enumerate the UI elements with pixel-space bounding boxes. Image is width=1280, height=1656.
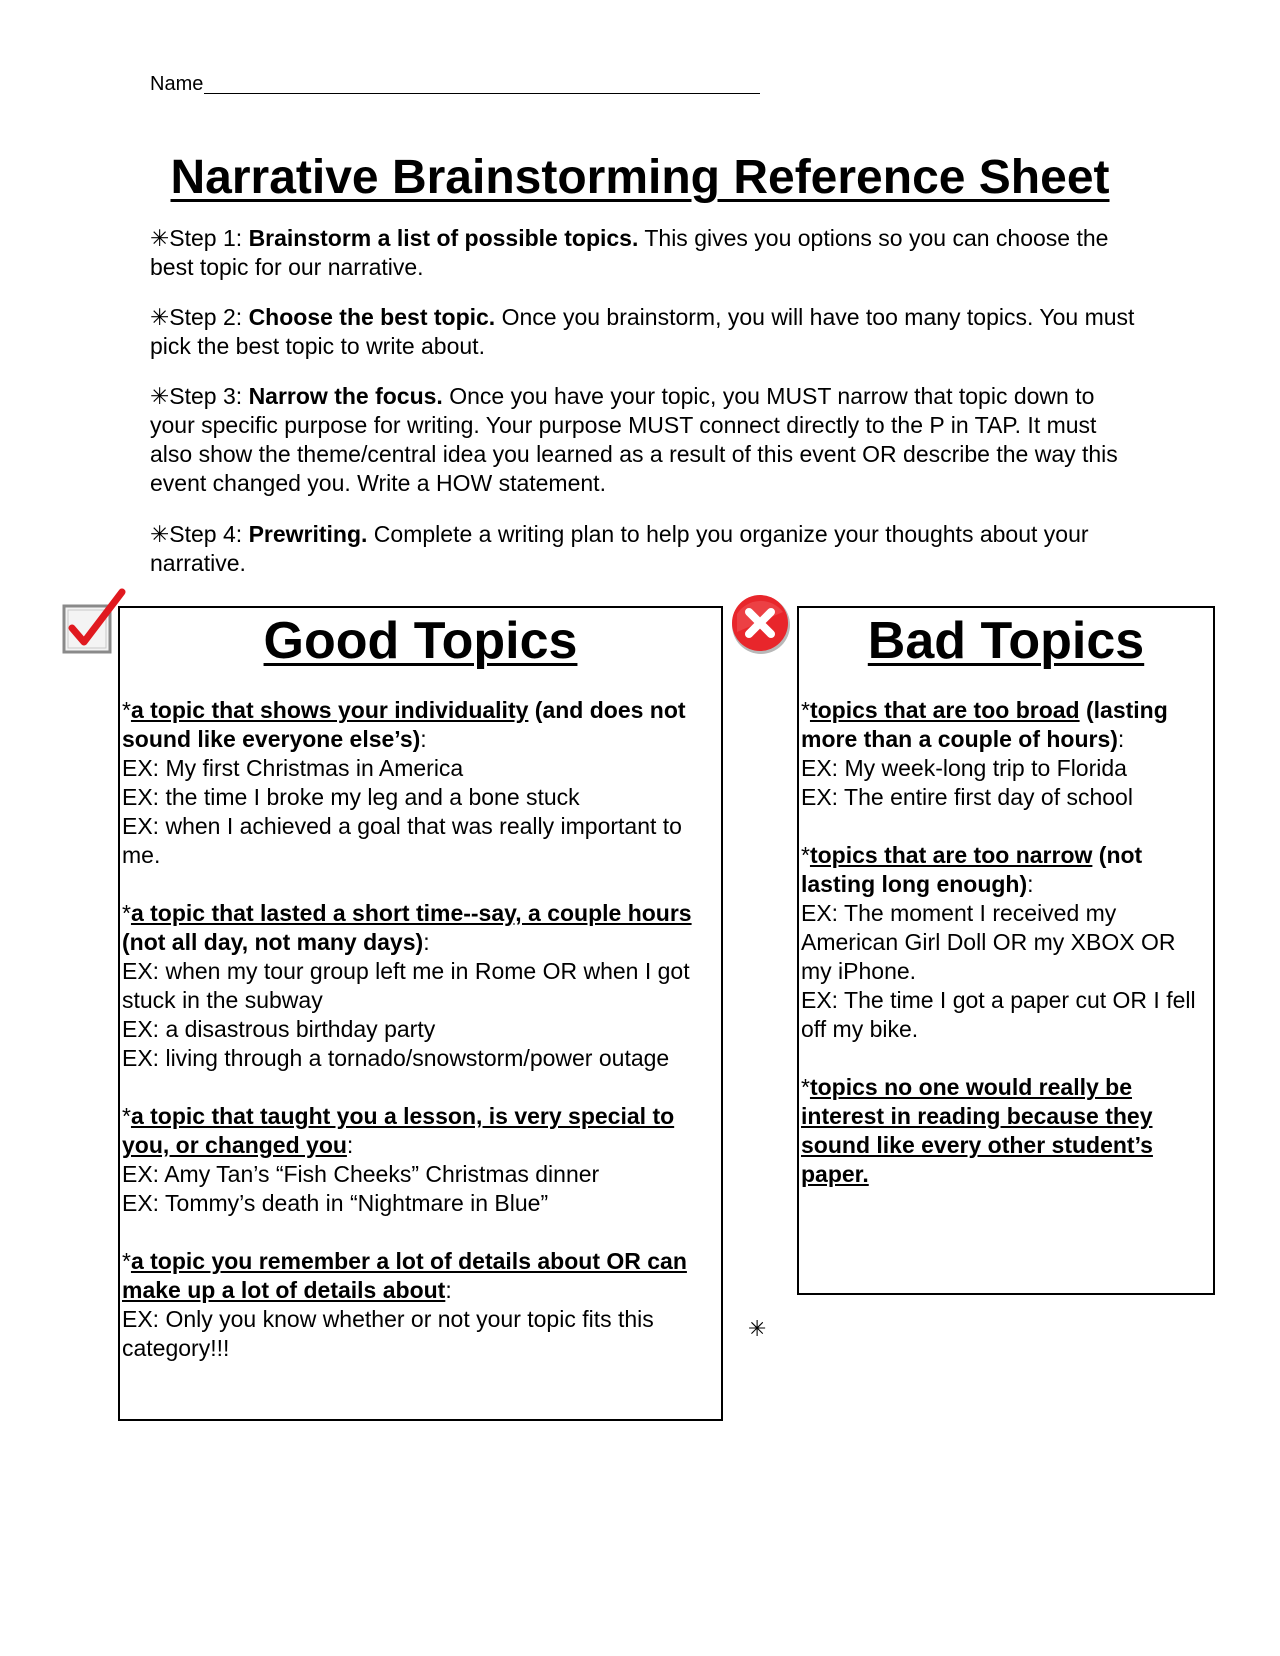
category-colon: : [445, 1277, 452, 1303]
step-3-label: ✳Step 3: [150, 383, 249, 409]
bad-topics-title: Bad Topics [867, 612, 1145, 670]
example-line: EX: when my tour group left me in Rome OR when I got stuck in the subway [122, 958, 690, 1013]
example-line: EX: living through a tornado/snowstorm/power outage [122, 1045, 670, 1071]
bullet-star: * [122, 1248, 131, 1274]
category-colon: : [1027, 871, 1034, 897]
category-colon: : [420, 726, 427, 752]
step-3 [150, 382, 1140, 498]
step-1-label: ✳Step 1: [150, 225, 249, 251]
step-4-label: ✳Step 4: [150, 521, 249, 547]
bad-topic-category [801, 696, 1211, 812]
step-2 [150, 303, 1140, 361]
step-4-heading: Prewriting. [248, 521, 368, 547]
step-2-heading: Choose the best topic. [248, 304, 496, 330]
category-qualifier: (and does not sound like everyone else’s) [122, 697, 686, 752]
example-line: EX: Tommy’s death in “Nightmare in Blue” [122, 1190, 549, 1216]
name-field[interactable] [150, 74, 760, 94]
step-1 [150, 224, 1140, 282]
good-topic-category [122, 1247, 719, 1363]
bullet-star: * [801, 697, 810, 723]
step-3-text: Once you have your topic, you MUST narrow that topic down to your specific purpose for writing. Your purpose MUST connect directly to the P in TAP. It must also show the theme/central idea you learned as a result of this event OR describe the way this event changed you. Write a HOW statement. [150, 383, 1118, 496]
category-qualifier: (not lasting long enough) [801, 842, 1143, 897]
example-line: EX: Amy Tan’s “Fish Cheeks” Christmas dinner [122, 1161, 600, 1187]
example-line: EX: My first Christmas in America [122, 755, 464, 781]
bullet-star: * [801, 1074, 810, 1100]
category-colon: : [346, 1132, 354, 1158]
bad-topic-category [801, 1073, 1211, 1189]
checkmark-icon [62, 588, 126, 660]
page-title: Narrative Brainstorming Reference Sheet [170, 151, 1110, 204]
step-2-text: Once you brainstorm, you will have too many topics. You must pick the best topic to write about. [150, 304, 1135, 359]
step-3-heading: Narrow the focus. [248, 383, 443, 409]
name-label: Name [150, 73, 204, 95]
category-heading: a topic that shows your individuality [130, 697, 529, 723]
good-topic-category [122, 899, 719, 1073]
example-line: EX: My week-long trip to Florida [801, 755, 1127, 781]
bullet-star: * [122, 1103, 131, 1129]
category-heading: topics no one would really be interest in reading because they sound like every other student’s paper. [801, 1074, 1153, 1187]
good-topic-category [122, 1102, 719, 1218]
step-1-heading: Brainstorm a list of possible topics. [248, 225, 639, 251]
stray-star: ✳ [748, 1316, 767, 1341]
bad-topics-box [797, 606, 1215, 1295]
bullet-star: * [122, 900, 131, 926]
bad-topic-category [801, 841, 1211, 1044]
step-4 [150, 520, 1140, 578]
step-1-text: This gives you options so you can choose the best topic for our narrative. [150, 225, 1109, 280]
category-heading: a topic that taught you a lesson, is very special to you, or changed you [122, 1103, 675, 1158]
category-heading: topics that are too narrow [809, 842, 1093, 868]
example-line: EX: a disastrous birthday party [122, 1016, 436, 1042]
example-line: EX: The moment I received my American Girl Doll OR my XBOX OR my iPhone. [801, 900, 1176, 984]
example-line: EX: the time I broke my leg and a bone stuck [122, 784, 580, 810]
good-topics-title: Good Topics [263, 612, 578, 670]
good-topic-category [122, 696, 719, 870]
step-4-text: Complete a writing plan to help you organize your thoughts about your narrative. [150, 521, 1089, 576]
category-heading: a topic that lasted a short time--say, a couple hours [130, 900, 692, 926]
category-qualifier: (lasting more than a couple of hours) [801, 697, 1168, 752]
example-line: EX: The time I got a paper cut OR I fell off my bike. [801, 987, 1196, 1042]
name-blank-line[interactable] [204, 75, 760, 94]
example-line: EX: The entire first day of school [801, 784, 1133, 810]
step-2-label: ✳Step 2: [150, 304, 249, 330]
category-heading: topics that are too broad [809, 697, 1080, 723]
category-colon: : [1117, 726, 1125, 752]
category-qualifier: (not all day, not many days) [122, 929, 424, 955]
bullet-star: * [122, 697, 131, 723]
example-line: EX: Only you know whether or not your topic fits this category!!! [122, 1306, 654, 1361]
example-line: EX: when I achieved a goal that was really important to me. [122, 813, 682, 868]
bullet-star: * [801, 842, 810, 868]
x-circle-icon [729, 592, 793, 656]
category-colon: : [423, 929, 430, 955]
good-topics-box [118, 606, 723, 1421]
category-heading: a topic you remember a lot of details about OR can make up a lot of details about [122, 1248, 687, 1303]
